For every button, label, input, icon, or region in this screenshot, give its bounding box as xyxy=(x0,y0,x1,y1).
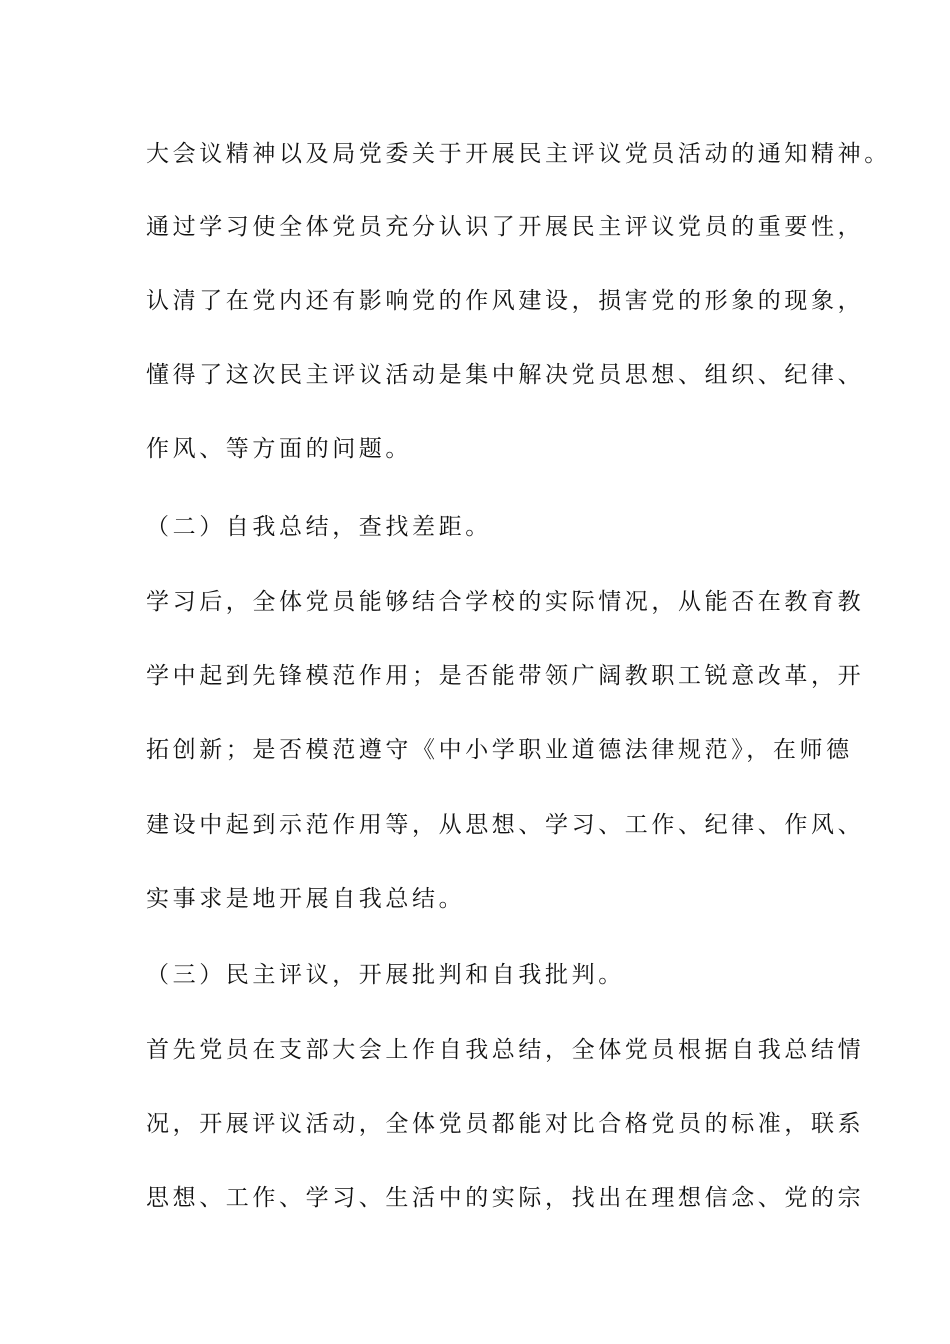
text-line: 实事求是地开展自我总结。 xyxy=(146,886,466,912)
text-line: 学中起到先锋模范作用；是否能带领广阔教职工锐意改革，开 xyxy=(146,663,865,689)
text-line: 通过学习使全体党员充分认识了开展民主评议党员的重要性， xyxy=(146,214,865,240)
text-line: 建设中起到示范作用等，从思想、学习、工作、纪律、作风、 xyxy=(146,812,865,838)
section-heading: （二）自我总结，查找差距。 xyxy=(146,514,492,540)
text-line: 作风、等方面的问题。 xyxy=(146,436,412,462)
text-line: 大会议精神以及局党委关于开展民主评议党员活动的通知精神。 xyxy=(146,141,891,167)
text-line: 况，开展评议活动，全体党员都能对比合格党员的标准，联系 xyxy=(146,1111,865,1137)
text-line: 懂得了这次民主评议活动是集中解决党员思想、组织、纪律、 xyxy=(146,362,865,388)
text-line: 思想、工作、学习、生活中的实际，找出在理想信念、党的宗 xyxy=(146,1185,865,1211)
text-line: 首先党员在支部大会上作自我总结，全体党员根据自我总结情 xyxy=(146,1037,865,1063)
text-line: 认清了在党内还有影响党的作风建设，损害党的形象的现象， xyxy=(146,288,865,314)
section-heading: （三）民主评议，开展批判和自我批判。 xyxy=(146,962,625,988)
text-line: 学习后，全体党员能够结合学校的实际情况，从能否在教育教 xyxy=(146,589,865,615)
text-line: 拓创新；是否模范遵守《中小学职业道德法律规范》，在师德 xyxy=(146,737,853,763)
